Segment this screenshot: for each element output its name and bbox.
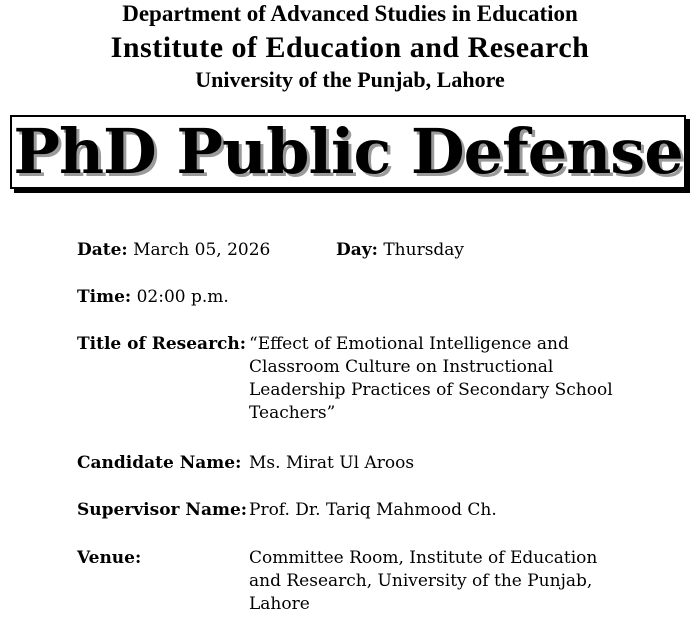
- research-title-line: “Effect of Emotional Intelligence and: [249, 334, 569, 354]
- research-title-line: Teachers”: [249, 403, 336, 423]
- day-label: Day:: [336, 240, 378, 260]
- research-title-label: Title of Research:: [77, 334, 247, 354]
- institute-name: Institute of Education and Research: [110, 31, 590, 64]
- venue-label: Venue:: [77, 548, 142, 568]
- defense-banner: [10, 115, 692, 195]
- time-label: Time:: [77, 287, 132, 307]
- day-value: Thursday: [383, 240, 465, 260]
- research-title-line: Leadership Practices of Secondary School: [249, 380, 613, 400]
- research-title-line: Classroom Culture on Instructional: [249, 357, 554, 377]
- banner-title: PhD Public Defense: [13, 115, 683, 188]
- date-label: Date:: [77, 240, 128, 260]
- day-row: [336, 239, 464, 262]
- venue-line: Committee Room, Institute of Education: [249, 548, 598, 568]
- date-value: March 05, 2026: [133, 240, 271, 260]
- venue-value: [249, 547, 649, 616]
- university-name: University of the Punjab, Lahore: [195, 67, 505, 92]
- candidate-value: Ms. Mirat Ul Aroos: [249, 453, 415, 473]
- time-row: [77, 286, 229, 309]
- venue-line: and Research, University of the Punjab,: [249, 571, 593, 591]
- date-row: [77, 239, 270, 262]
- department-name: Department of Advanced Studies in Education: [122, 1, 578, 26]
- candidate-label: Candidate Name:: [77, 453, 242, 473]
- research-title-value: [249, 333, 649, 425]
- supervisor-value: Prof. Dr. Tariq Mahmood Ch.: [249, 500, 497, 520]
- venue-line: Lahore: [249, 594, 310, 614]
- supervisor-label: Supervisor Name:: [77, 500, 248, 520]
- time-value: 02:00 p.m.: [136, 287, 229, 307]
- banner-box: [10, 115, 686, 189]
